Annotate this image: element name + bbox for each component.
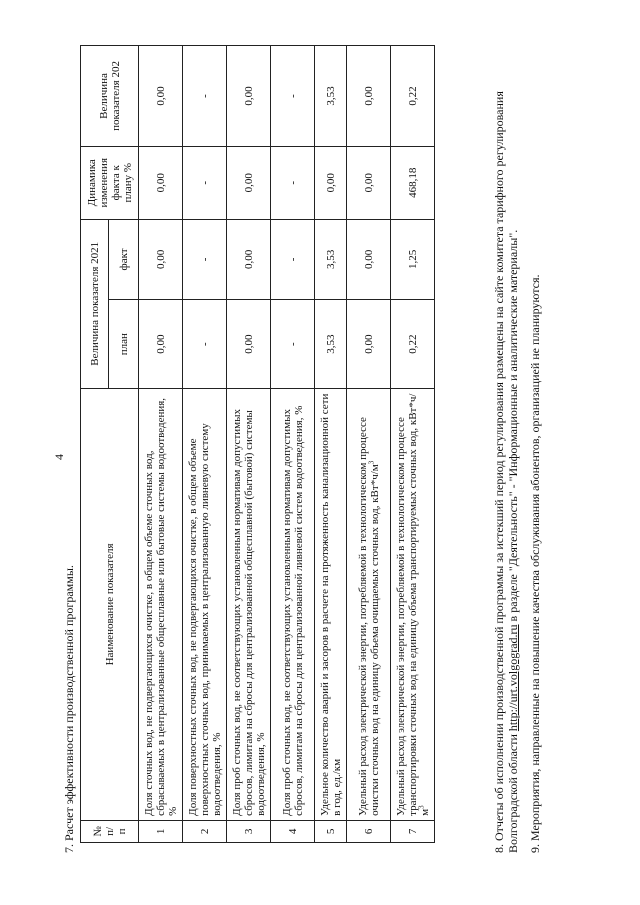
row-name: [271, 389, 315, 821]
row-name-text: Доля проб сточных вод, не соответствующих установленным нормативам допустимых сбросов, лимитам на сбросы для централизованной общесплавной (бытовой) системы водоотведения, %: [230, 409, 267, 816]
efficiency-table: [80, 45, 435, 843]
table-row: [271, 46, 315, 843]
row-num: 3: [227, 820, 271, 842]
row-plan: -: [271, 300, 315, 389]
row-dynamics: 0,00: [315, 146, 347, 219]
row-fact: 0,00: [227, 219, 271, 300]
note-9: 9. Мероприятия, направленные на повышение качества обслуживания абонентов, организацией не планируются.: [528, 274, 542, 853]
row-name: [139, 389, 183, 821]
row-name: [347, 389, 391, 821]
row-plan: 3,53: [315, 300, 347, 389]
table-row: [315, 46, 347, 843]
row-name-text: Доля сточных вод, не подвергающихся очистке, в общем объеме сточных вод, сбрасываемых в централизованные общесплавные или бытовые системы водоотведения, %: [142, 397, 179, 816]
row-plan: -: [183, 300, 227, 389]
row-name: [315, 389, 347, 821]
row-fact: 1,25: [391, 219, 435, 300]
header-name: Наименование показателя: [81, 389, 139, 821]
row-dynamics: 0,00: [227, 146, 271, 219]
row-dynamics: -: [183, 146, 227, 219]
row-num: 6: [347, 820, 391, 842]
header-num: № п/п: [81, 820, 139, 842]
row-name-text: Удельный расход электрической энергии, потребляемой в технологическом процессе транспортировки сточных вод на единицу объема транспортируемых сточных вод, кВт*ч/м: [394, 393, 431, 816]
header-value-next: Величина показателя 202: [81, 46, 139, 147]
row-fact: 0,00: [347, 219, 391, 300]
row-fact: 0,00: [139, 219, 183, 300]
row-name-text: Удельный расход электрической энергии, потребляемой в технологическом процессе очистки сточных вод на единицу объема очищаемых сточных вод, кВт*ч/м: [356, 417, 381, 816]
row-name: [227, 389, 271, 821]
header-fact: факт: [109, 219, 139, 300]
header-plan: план: [109, 300, 139, 389]
row-next: 0,22: [391, 46, 435, 147]
row-name-superscript: 3: [416, 805, 425, 809]
row-fact: -: [271, 219, 315, 300]
row-next: 0,00: [227, 46, 271, 147]
row-next: 0,00: [139, 46, 183, 147]
note-8: [492, 43, 520, 853]
row-num: 1: [139, 820, 183, 842]
row-next: 0,00: [347, 46, 391, 147]
table-body: [139, 46, 435, 843]
table-row: [391, 46, 435, 843]
row-next: 3,53: [315, 46, 347, 147]
row-dynamics: 0,00: [347, 146, 391, 219]
row-name: [183, 389, 227, 821]
row-plan: 0,00: [139, 300, 183, 389]
page-number: 4: [52, 454, 66, 460]
row-dynamics: -: [271, 146, 315, 219]
row-dynamics: 468,18: [391, 146, 435, 219]
row-next: -: [271, 46, 315, 147]
header-dynamics: Динамика изменения факта к плану %: [81, 146, 139, 219]
row-name: [391, 389, 435, 821]
row-plan: 0,22: [391, 300, 435, 389]
row-name-text: Удельное количество аварий и засоров в расчете на протяженность канализационной сети в год, ед./км: [318, 393, 343, 816]
row-plan: 0,00: [347, 300, 391, 389]
header-value-2021: Величина показателя 2021: [81, 219, 109, 388]
table-row: [139, 46, 183, 843]
regulator-site-link[interactable]: http://urt.volgograd.ru: [506, 624, 520, 732]
row-num: 2: [183, 820, 227, 842]
note-8-text-after: в разделе "Деятельность" - "Информационные и аналитические материалы".: [506, 229, 520, 625]
row-num: 4: [271, 820, 315, 842]
row-fact: 3,53: [315, 219, 347, 300]
row-fact: -: [183, 219, 227, 300]
table-row: [227, 46, 271, 843]
table-row: [183, 46, 227, 843]
row-name-text: Доля поверхностных сточных вод, не подвергающихся очистке, в общем объеме поверхностных сточных вод, принимаемых в централизованную ливневую систему водоотведения, %: [186, 423, 223, 816]
row-num: 7: [391, 820, 435, 842]
row-name-text: Доля проб сточных вод, не соответствующих установленным нормативам допустимых сбросов, лимитам на сбросы для централизованной ливневой систем водоотведения, %: [280, 405, 305, 816]
row-name-superscript: 3: [366, 460, 375, 465]
table-row: [347, 46, 391, 843]
section-heading: 7. Расчет эффективности производственной программы.: [62, 565, 76, 853]
row-num: 5: [315, 820, 347, 842]
row-next: -: [183, 46, 227, 147]
row-plan: 0,00: [227, 300, 271, 389]
note-8-text-before: 8. Отчеты об исполнении производственной программы за истекший период регулирования размещены на сайте комитета тарифного регулирования Волгоградской области: [492, 91, 520, 853]
row-dynamics: 0,00: [139, 146, 183, 219]
